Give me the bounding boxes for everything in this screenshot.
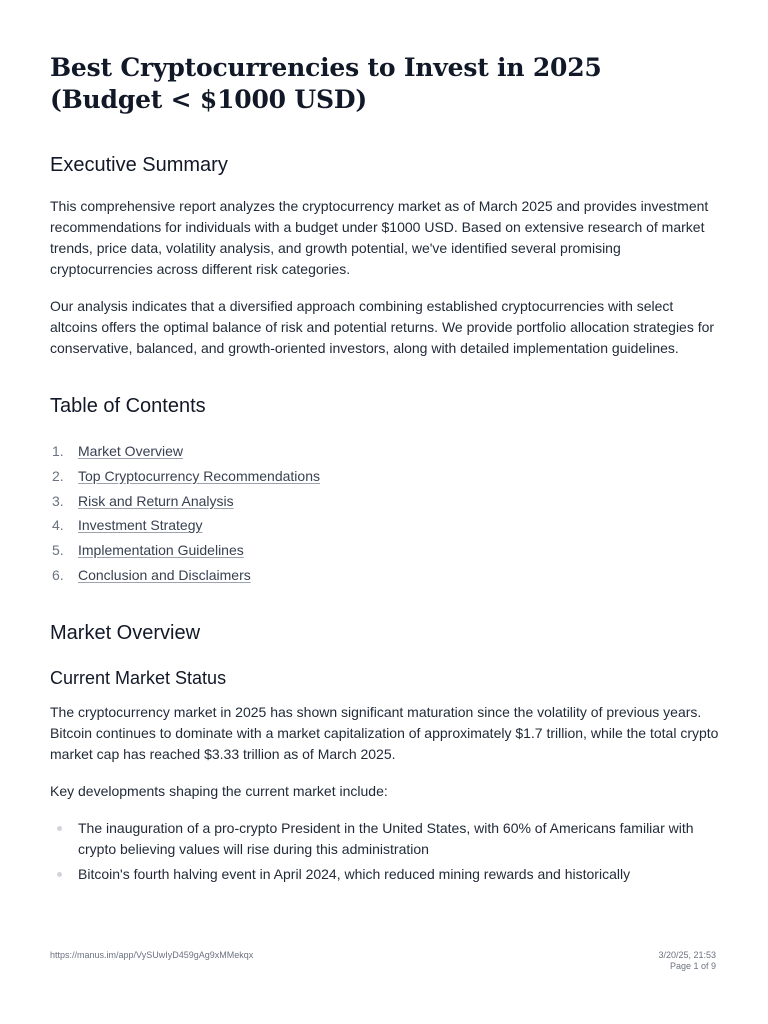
footer-url: https://manus.im/app/VySUwIyD459gAg9xMMekqx xyxy=(50,950,254,960)
list-item-text: The inauguration of a pro-crypto President in the United States, with 60% of Americans familiar with crypto believing values will rise during this administration xyxy=(78,819,694,857)
toc-item xyxy=(50,439,720,464)
toc-link-top-recommendations[interactable]: Top Cryptocurrency Recommendations xyxy=(78,467,320,484)
bullet-icon xyxy=(57,826,62,831)
list-item xyxy=(50,818,720,860)
document-title: Best Cryptocurrencies to Invest in 2025 (Budget < $1000 USD) xyxy=(50,53,602,114)
market-paragraph-1: The cryptocurrency market in 2025 has shown significant maturation since the volatility of previous years. Bitcoin continues to dominate with a market capitalization of approximately $1.7 trillion, while the total crypto market cap has reached $3.33 trillion as of March 2025. xyxy=(50,703,719,762)
toc-link-investment-strategy[interactable]: Investment Strategy xyxy=(78,517,203,534)
footer-page-number: Page 1 of 9 xyxy=(669,961,716,971)
toc-item-number: 3. xyxy=(52,492,64,509)
toc-item xyxy=(50,489,720,514)
toc-link-conclusion[interactable]: Conclusion and Disclaimers xyxy=(78,566,251,583)
market-paragraph-2: Key developments shaping the current market include: xyxy=(50,782,388,799)
footer-meta xyxy=(658,950,716,972)
toc-heading: Table of Contents xyxy=(50,395,206,417)
toc-item-number: 4. xyxy=(52,517,64,534)
toc-item-number: 2. xyxy=(52,467,64,484)
footer-datetime: 3/20/25, 21:53 xyxy=(658,950,716,960)
toc-item xyxy=(50,464,720,489)
toc-item xyxy=(50,563,720,588)
executive-summary-heading: Executive Summary xyxy=(50,154,228,176)
executive-summary-paragraph-2: Our analysis indicates that a diversified approach combining established cryptocurrencies with select altcoins offers the optimal balance of risk and potential returns. We provide portfolio allocation strategies for conservative, balanced, and growth-oriented investors, along with detailed implementation guidelines. xyxy=(50,298,715,356)
toc-link-market-overview[interactable]: Market Overview xyxy=(78,443,184,459)
list-item-text: Bitcoin's fourth halving event in April 2024, which reduced mining rewards and historically xyxy=(78,865,631,882)
market-overview-heading: Market Overview xyxy=(50,621,201,644)
toc-item-number: 5. xyxy=(52,542,64,559)
toc-item-number: 6. xyxy=(52,566,64,583)
current-market-status-heading: Current Market Status xyxy=(50,667,227,688)
executive-summary-paragraph-1: This comprehensive report analyzes the cryptocurrency market as of March 2025 and provides investment recommendations for individuals with a budget under $1000 USD. Based on extensive research of market trends, price data, volatility analysis, and growth potential, we've identified several promising cryptocurrencies across different risk categories. xyxy=(50,198,709,277)
toc-item xyxy=(50,538,720,563)
toc-link-risk-return[interactable]: Risk and Return Analysis xyxy=(78,492,234,509)
key-developments-list xyxy=(50,818,720,885)
toc-link-implementation[interactable]: Implementation Guidelines xyxy=(78,542,244,559)
toc-item xyxy=(50,513,720,538)
table-of-contents xyxy=(50,439,720,588)
toc-item-number: 1. xyxy=(52,443,64,459)
bullet-icon xyxy=(57,872,62,877)
list-item xyxy=(50,864,720,885)
document-page xyxy=(50,0,720,889)
